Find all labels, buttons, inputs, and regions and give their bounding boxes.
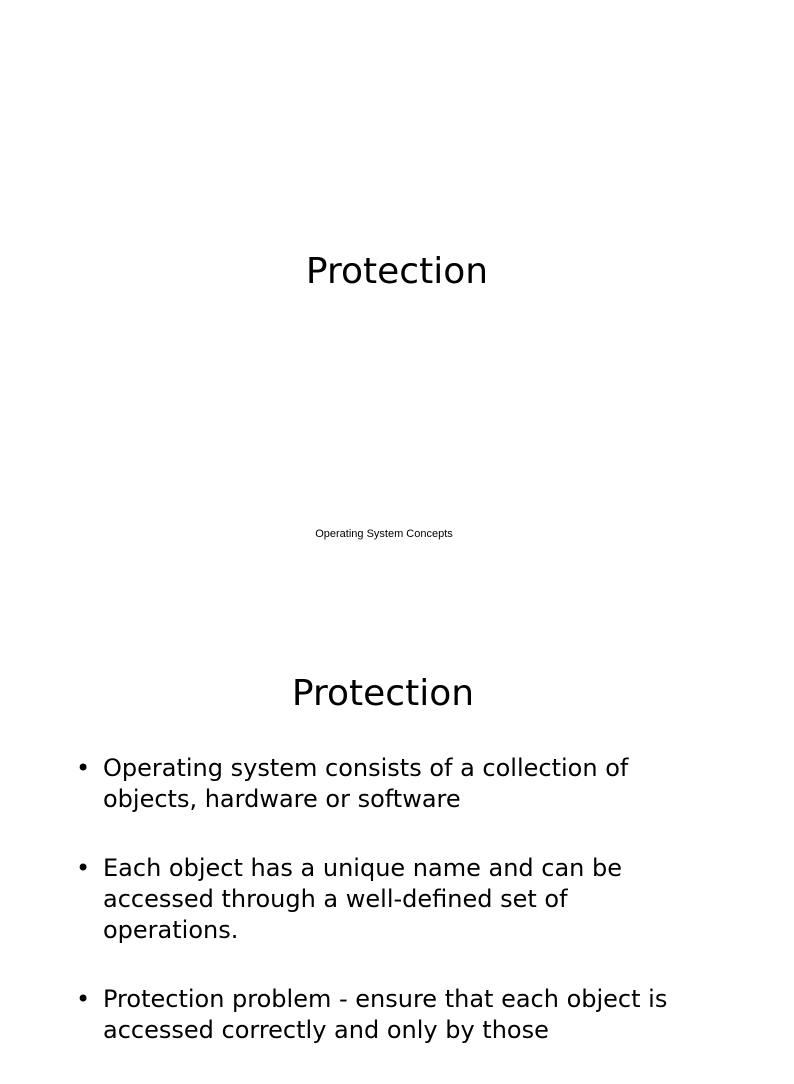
bullet-text-2: Each object has a unique name and can be accessed through a well-defined set of operations. (103, 854, 623, 944)
bullet-list (76, 753, 696, 1084)
slide-2 (0, 576, 768, 1044)
slide-1-footer: Operating System Concepts (315, 528, 453, 540)
bullet-text-3: Protection problem - ensure that each object is accessed correctly and only by those (103, 985, 668, 1044)
bullet-dot-icon: • (76, 854, 91, 882)
bullet-item-1 (76, 753, 696, 815)
bullet-item-3 (76, 984, 696, 1046)
slide-1-title: Protection (305, 251, 489, 292)
bullet-item-2 (76, 853, 696, 946)
bullet-dot-icon: • (76, 754, 91, 782)
bullet-text-1: Operating system consists of a collection of objects, hardware or software (103, 754, 629, 813)
slide-2-title: Protection (291, 673, 475, 714)
bullet-dot-icon: • (76, 985, 91, 1013)
